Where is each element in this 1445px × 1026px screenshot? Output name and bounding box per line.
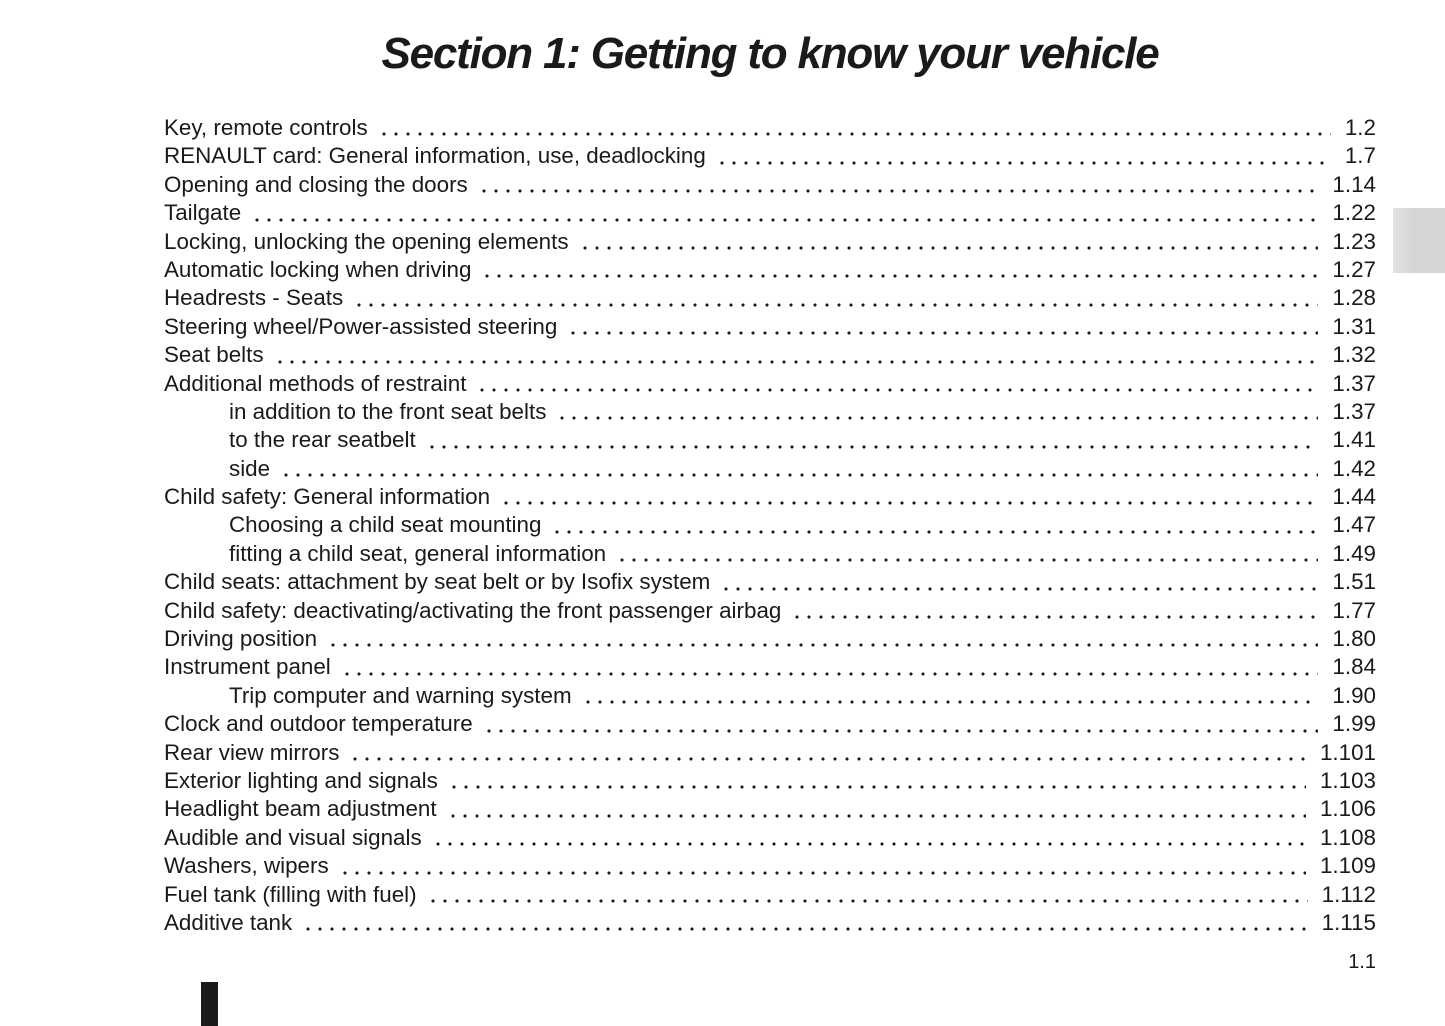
toc-entry-page: 1.80 (1332, 626, 1376, 652)
toc-entry-page: 1.51 (1332, 569, 1376, 595)
toc-entry-page: 1.37 (1332, 398, 1376, 424)
toc-entry-page: 1.47 (1332, 512, 1376, 538)
toc-entry-page: 1.109 (1319, 853, 1376, 879)
print-registration-mark (201, 982, 218, 1026)
toc-entry (164, 171, 1376, 199)
toc-entry-label: RENAULT card: General information, use, deadlocking (164, 143, 706, 169)
toc-entry-page: 1.84 (1332, 654, 1376, 680)
dot-leader (613, 540, 1318, 568)
toc-entry (164, 881, 1376, 909)
toc-entry-page: 1.31 (1332, 313, 1376, 339)
toc-entry-label: Choosing a child seat mounting (229, 512, 542, 538)
page-title: Section 1: Getting to know your vehicle (381, 29, 1159, 78)
toc-entry (164, 540, 1376, 568)
toc-entry-label: Opening and closing the doors (164, 171, 468, 197)
dot-leader (576, 228, 1319, 256)
dot-leader (277, 455, 1318, 483)
toc-entry-label: Instrument panel (164, 654, 331, 680)
toc-entry-page: 1.23 (1332, 228, 1376, 254)
toc-entry-label: to the rear seatbelt (229, 427, 416, 453)
toc-entry-label: in addition to the front seat belts (229, 398, 547, 424)
table-of-contents (164, 114, 1376, 937)
dot-leader (717, 568, 1318, 596)
dot-leader (475, 171, 1319, 199)
toc-entry-page: 1.28 (1332, 285, 1376, 311)
toc-entry-label: Child safety: deactivating/activating the front passenger airbag (164, 597, 782, 623)
toc-entry-page: 1.99 (1332, 711, 1376, 737)
toc-entry-page: 1.32 (1332, 342, 1376, 368)
toc-entry-label: Clock and outdoor temperature (164, 711, 473, 737)
toc-entry-page: 1.90 (1332, 682, 1376, 708)
dot-leader (338, 653, 1319, 681)
toc-entry (164, 370, 1376, 398)
dot-leader (324, 625, 1318, 653)
toc-entry-label: Seat belts (164, 342, 264, 368)
dot-leader (424, 881, 1308, 909)
toc-entry-page: 1.14 (1332, 171, 1376, 197)
toc-entry-label: Child safety: General information (164, 484, 491, 510)
toc-entry (164, 739, 1376, 767)
toc-entry-page: 1.42 (1332, 455, 1376, 481)
toc-entry (164, 824, 1376, 852)
dot-leader (480, 710, 1319, 738)
toc-entry-page: 1.44 (1332, 484, 1376, 510)
dot-leader (445, 767, 1306, 795)
toc-entry-page: 1.2 (1344, 115, 1376, 140)
dot-leader (429, 824, 1306, 852)
dot-leader (248, 199, 1318, 227)
toc-entry (164, 426, 1376, 454)
dot-leader (299, 909, 1307, 937)
section-tab-marker (1393, 208, 1445, 273)
toc-entry (164, 228, 1376, 256)
dot-leader (553, 398, 1318, 426)
dot-leader (579, 682, 1319, 710)
toc-entry-page: 1.37 (1332, 370, 1376, 396)
toc-entry (164, 767, 1376, 795)
toc-entry-page: 1.108 (1319, 824, 1376, 850)
dot-leader (564, 313, 1318, 341)
toc-entry-label: Trip computer and warning system (229, 682, 572, 708)
toc-entry-label: Additional methods of restraint (164, 370, 467, 396)
page-content (164, 0, 1376, 937)
toc-entry-label: Driving position (164, 626, 318, 652)
toc-entry-page: 1.106 (1319, 796, 1376, 822)
toc-entry (164, 795, 1376, 823)
toc-entry (164, 256, 1376, 284)
toc-entry-label: Fuel tank (filling with fuel) (164, 881, 417, 907)
toc-entry-page: 1.41 (1332, 427, 1376, 453)
dot-leader (788, 597, 1318, 625)
toc-entry (164, 710, 1376, 738)
toc-entry-label: Exterior lighting and signals (164, 767, 438, 793)
dot-leader (375, 114, 1331, 142)
toc-entry-label: Rear view mirrors (164, 739, 340, 765)
dot-leader (497, 483, 1318, 511)
toc-entry (164, 483, 1376, 511)
dot-leader (271, 341, 1319, 369)
toc-entry (164, 341, 1376, 369)
dot-leader (548, 511, 1318, 539)
toc-entry (164, 625, 1376, 653)
dot-leader (423, 426, 1319, 454)
toc-entry-label: Audible and visual signals (164, 824, 422, 850)
toc-entry (164, 909, 1376, 937)
toc-entry-page: 1.49 (1332, 540, 1376, 566)
toc-entry (164, 114, 1376, 142)
toc-entry (164, 284, 1376, 312)
toc-entry-label: Headrests - Seats (164, 285, 344, 311)
toc-entry (164, 142, 1376, 170)
toc-entry-page: 1.27 (1332, 256, 1376, 282)
dot-leader (350, 284, 1318, 312)
toc-entry-label: Steering wheel/Power-assisted steering (164, 313, 558, 339)
toc-entry-label: fitting a child seat, general information (229, 540, 607, 566)
toc-entry (164, 455, 1376, 483)
toc-entry-page: 1.7 (1344, 143, 1376, 169)
toc-entry (164, 511, 1376, 539)
toc-entry (164, 682, 1376, 710)
toc-entry (164, 597, 1376, 625)
footer-page-number: 1.1 (1348, 951, 1376, 973)
toc-entry (164, 568, 1376, 596)
toc-entry-label: Key, remote controls (164, 115, 368, 140)
toc-entry-page: 1.77 (1332, 597, 1376, 623)
toc-entry-label: Locking, unlocking the opening elements (164, 228, 569, 254)
toc-entry-label: side (229, 455, 271, 481)
dot-leader (473, 370, 1318, 398)
dot-leader (336, 852, 1306, 880)
toc-entry-page: 1.101 (1319, 739, 1376, 765)
toc-entry (164, 313, 1376, 341)
toc-entry-page: 1.103 (1319, 767, 1376, 793)
toc-entry-label: Child seats: attachment by seat belt or by Isofix system (164, 569, 711, 595)
toc-entry (164, 199, 1376, 227)
dot-leader (444, 795, 1306, 823)
toc-entry (164, 852, 1376, 880)
toc-entry-label: Headlight beam adjustment (164, 796, 437, 822)
dot-leader (713, 142, 1331, 170)
toc-entry-page: 1.115 (1321, 909, 1376, 935)
toc-entry-label: Washers, wipers (164, 853, 329, 879)
toc-entry-label: Automatic locking when driving (164, 256, 472, 282)
toc-entry-label: Additive tank (164, 909, 293, 935)
toc-entry (164, 653, 1376, 681)
toc-entry-page: 1.112 (1321, 881, 1376, 907)
toc-entry (164, 398, 1376, 426)
dot-leader (478, 256, 1318, 284)
toc-entry-page: 1.22 (1332, 200, 1376, 226)
toc-entry-label: Tailgate (164, 200, 242, 226)
dot-leader (346, 739, 1306, 767)
